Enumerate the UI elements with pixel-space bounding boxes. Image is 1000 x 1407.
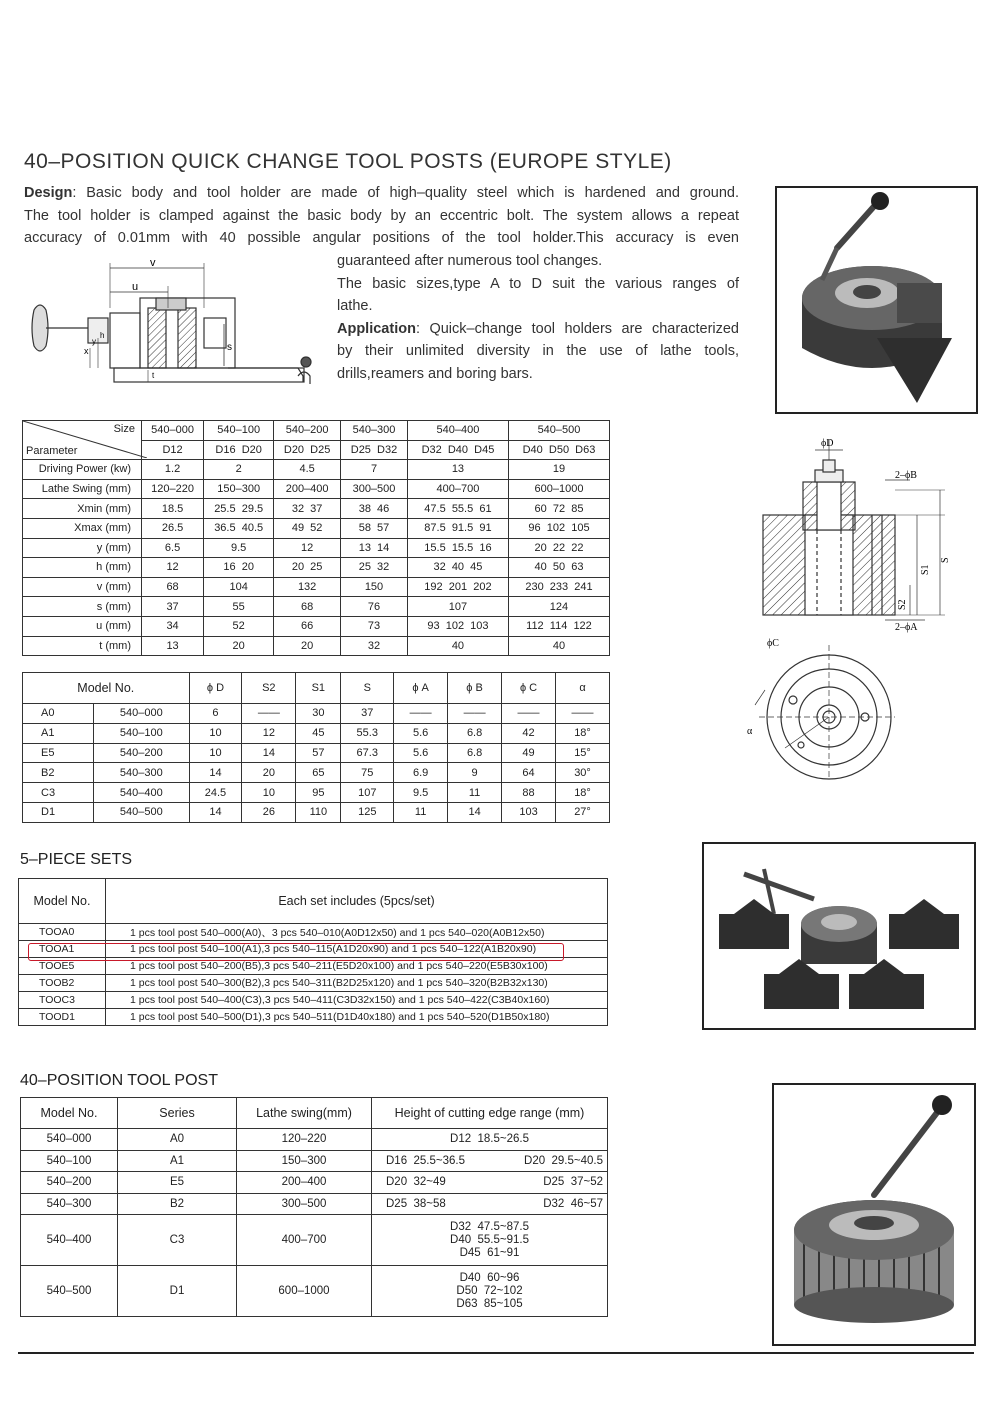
application-text-2: by their unlimited diversity in the use of lathe tools, xyxy=(337,343,739,359)
design-text-4: guaranteed after numerous tool changes. xyxy=(337,253,603,269)
param-value: 40 xyxy=(508,636,609,656)
model-value: 107 xyxy=(341,783,394,803)
model-header: ϕ C xyxy=(502,673,556,704)
tool-post-photo-2-image xyxy=(774,1085,974,1344)
five-piece-photo-image xyxy=(704,844,974,1028)
tool-post-row xyxy=(21,1150,608,1172)
tool-post-row xyxy=(21,1215,608,1266)
design-text-2: The tool holder is clamped against the basic body by an eccentric bolt. The system allows a repeat xyxy=(24,207,739,224)
label-phiB: 2–ϕB xyxy=(895,470,917,481)
param-name: s (mm) xyxy=(23,597,142,617)
param-value: 40 50 63 xyxy=(508,558,609,578)
size-header: 540–200 xyxy=(274,421,341,441)
model-value: 75 xyxy=(341,763,394,783)
tool-post-series: A1 xyxy=(118,1150,237,1172)
param-value: 107 xyxy=(407,597,508,617)
five-piece-row xyxy=(19,924,608,941)
five-piece-body xyxy=(19,924,608,1026)
param-value: 58 57 xyxy=(341,518,408,538)
model-value: 10 xyxy=(242,783,296,803)
tool-post-body xyxy=(21,1129,608,1317)
param-name: Lathe Swing (mm) xyxy=(23,479,142,499)
param-value: 13 xyxy=(407,460,508,480)
param-value: 7 xyxy=(341,460,408,480)
model-value: 65 xyxy=(296,763,341,783)
param-value: 124 xyxy=(508,597,609,617)
five-piece-header-row xyxy=(19,879,608,924)
param-value: 66 xyxy=(274,616,341,636)
model-value: 10 xyxy=(189,723,242,743)
param-value: 34 xyxy=(142,616,204,636)
model-value: 11 xyxy=(448,783,502,803)
param-value: 68 xyxy=(142,577,204,597)
design-text-5: The basic sizes,type A to D suit the various ranges of xyxy=(337,275,739,292)
five-piece-col1: Model No. xyxy=(19,879,106,924)
set-model: TOOD1 xyxy=(19,1009,106,1026)
subsize-header: D12 xyxy=(142,440,204,460)
design-text-3: accuracy of 0.01mm with 40 possible angular positions of the tool holder.This accuracy is even xyxy=(24,230,739,246)
tool-post-swing: 200–400 xyxy=(237,1172,372,1194)
model-value: 6.8 xyxy=(448,723,502,743)
set-model: TOOE5 xyxy=(19,958,106,975)
cross-section-diagram xyxy=(745,430,975,780)
model-number: 540–000 xyxy=(94,704,190,724)
set-model: TOOA0 xyxy=(19,924,106,941)
model-value: 14 xyxy=(189,763,242,783)
label-t: t xyxy=(152,371,155,380)
tool-post-ranges xyxy=(372,1215,608,1266)
label-s: S xyxy=(940,557,951,563)
param-value: 32 xyxy=(341,636,408,656)
model-value: 12 xyxy=(242,723,296,743)
model-header: ϕ A xyxy=(394,673,448,704)
tool-post-table xyxy=(20,1097,608,1317)
param-value: 150 xyxy=(341,577,408,597)
design-paragraph-cont xyxy=(337,250,739,385)
model-row xyxy=(23,802,610,822)
model-value: 15° xyxy=(556,743,610,763)
subsize-header: D25 D32 xyxy=(341,440,408,460)
param-value: 37 xyxy=(142,597,204,617)
design-text-6: lathe. xyxy=(337,298,373,314)
subsize-header: D16 D20 xyxy=(204,440,274,460)
model-code: E5 xyxy=(23,743,94,763)
model-header: S xyxy=(341,673,394,704)
design-text-1: Basic body and tool holder are made of high–quality steel which is hardened and ground. xyxy=(76,185,739,201)
label-phiC: ϕC xyxy=(767,638,779,649)
model-value: 5.6 xyxy=(394,723,448,743)
model-value: —— xyxy=(242,704,296,724)
set-model: TOOB2 xyxy=(19,975,106,992)
param-value: 49 52 xyxy=(274,518,341,538)
label-s: s xyxy=(227,342,232,353)
param-value: 32 37 xyxy=(274,499,341,519)
model-value: 9 xyxy=(448,763,502,783)
label-y: y xyxy=(92,337,96,346)
param-value: 132 xyxy=(274,577,341,597)
model-value: 24.5 xyxy=(189,783,242,803)
model-code: B2 xyxy=(23,763,94,783)
param-value: 150–300 xyxy=(204,479,274,499)
range-value: D63 85~105 xyxy=(456,1297,523,1310)
param-value: 230 233 241 xyxy=(508,577,609,597)
model-number: 540–300 xyxy=(94,763,190,783)
range-value: D16 25.5~36.5 xyxy=(386,1154,465,1167)
param-name: v (mm) xyxy=(23,577,142,597)
tool-post-ranges xyxy=(372,1129,608,1151)
tool-post-model: 540–400 xyxy=(21,1215,118,1266)
label-u: u xyxy=(132,281,139,293)
params-row xyxy=(23,479,610,499)
label-s1: S1 xyxy=(920,564,931,575)
set-model: TOOA1 xyxy=(19,941,106,958)
param-value: 32 40 45 xyxy=(407,558,508,578)
tool-post-side-drawing xyxy=(28,258,328,398)
model-row xyxy=(23,704,610,724)
design-paragraph xyxy=(24,182,739,250)
model-header: S2 xyxy=(242,673,296,704)
param-value: 60 72 85 xyxy=(508,499,609,519)
parameter-label: Parameter xyxy=(26,445,78,458)
model-code: A1 xyxy=(23,723,94,743)
model-header: ϕ B xyxy=(448,673,502,704)
size-header: 540–500 xyxy=(508,421,609,441)
model-value: 110 xyxy=(296,802,341,822)
params-corner-cell xyxy=(23,421,142,460)
param-value: 25 32 xyxy=(341,558,408,578)
model-value: 125 xyxy=(341,802,394,822)
model-value: 11 xyxy=(394,802,448,822)
model-row xyxy=(23,763,610,783)
model-header: α xyxy=(556,673,610,704)
param-value: 200–400 xyxy=(274,479,341,499)
param-name: u (mm) xyxy=(23,616,142,636)
param-value: 76 xyxy=(341,597,408,617)
model-value: 37 xyxy=(341,704,394,724)
label-v: v xyxy=(150,258,156,269)
model-value: 6.8 xyxy=(448,743,502,763)
model-value: 57 xyxy=(296,743,341,763)
range-value: D32 46~57 xyxy=(543,1197,603,1210)
tool-post-model: 540–100 xyxy=(21,1150,118,1172)
model-value: 20 xyxy=(242,763,296,783)
set-model: TOOC3 xyxy=(19,992,106,1009)
range-value: D20 29.5~40.5 xyxy=(524,1154,603,1167)
model-number: 540–200 xyxy=(94,743,190,763)
param-value: 40 xyxy=(407,636,508,656)
set-contents: 1 pcs tool post 540–400(C3),3 pcs 540–411(C3D32x150) and 1 pcs 540–422(C3B40x160) xyxy=(106,992,608,1009)
param-value: 13 14 xyxy=(341,538,408,558)
model-code: C3 xyxy=(23,783,94,803)
tool-post-ranges xyxy=(372,1150,608,1172)
tool-post-model: 540–500 xyxy=(21,1266,118,1317)
tool-post-row xyxy=(21,1129,608,1151)
model-value: 18° xyxy=(556,723,610,743)
tool-post-ranges xyxy=(372,1266,608,1317)
model-value: 14 xyxy=(242,743,296,763)
tool-post-ranges xyxy=(372,1193,608,1215)
model-header-row xyxy=(23,673,610,704)
tool-post-series: C3 xyxy=(118,1215,237,1266)
param-value: 20 xyxy=(274,636,341,656)
model-value: 6 xyxy=(189,704,242,724)
tool-post-model: 540–200 xyxy=(21,1172,118,1194)
param-value: 192 201 202 xyxy=(407,577,508,597)
param-value: 19 xyxy=(508,460,609,480)
params-row xyxy=(23,597,610,617)
param-value: 120–220 xyxy=(142,479,204,499)
range-value: D45 61~91 xyxy=(459,1246,520,1259)
tool-post-photo-image xyxy=(777,188,976,412)
param-value: 6.5 xyxy=(142,538,204,558)
model-value: 9.5 xyxy=(394,783,448,803)
five-piece-row xyxy=(19,975,608,992)
params-row xyxy=(23,499,610,519)
application-sep: : xyxy=(415,320,420,337)
tool-post-swing: 120–220 xyxy=(237,1129,372,1151)
param-value: 26.5 xyxy=(142,518,204,538)
five-piece-row xyxy=(19,992,608,1009)
param-value: 300–500 xyxy=(341,479,408,499)
model-value: 55.3 xyxy=(341,723,394,743)
model-value: 30 xyxy=(296,704,341,724)
param-value: 400–700 xyxy=(407,479,508,499)
param-value: 52 xyxy=(204,616,274,636)
label-phiD: ϕD xyxy=(821,438,834,449)
model-value: 14 xyxy=(448,802,502,822)
param-value: 1.2 xyxy=(142,460,204,480)
tool-post-swing: 600–1000 xyxy=(237,1266,372,1317)
set-contents: 1 pcs tool post 540–500(D1),3 pcs 540–511(D1D40x180) and 1 pcs 540–520(D1B50x180) xyxy=(106,1009,608,1026)
model-body xyxy=(23,704,610,823)
param-value: 600–1000 xyxy=(508,479,609,499)
five-piece-heading: 5–PIECE SETS xyxy=(20,851,133,868)
model-value: —— xyxy=(448,704,502,724)
tool-post-swing: 400–700 xyxy=(237,1215,372,1266)
highlight-box xyxy=(28,943,564,961)
model-row xyxy=(23,743,610,763)
model-value: 42 xyxy=(502,723,556,743)
param-name: h (mm) xyxy=(23,558,142,578)
param-value: 112 114 122 xyxy=(508,616,609,636)
tool-post-header-row xyxy=(21,1098,608,1129)
param-value: 20 xyxy=(204,636,274,656)
range-value: D25 37~52 xyxy=(543,1176,603,1189)
tool-post-series: D1 xyxy=(118,1266,237,1317)
model-header: S1 xyxy=(296,673,341,704)
application-label: Application xyxy=(337,320,416,337)
tool-post-header: Model No. xyxy=(21,1098,118,1129)
param-value: 73 xyxy=(341,616,408,636)
size-header: 540–100 xyxy=(204,421,274,441)
param-value: 36.5 40.5 xyxy=(204,518,274,538)
page-title: 40–POSITION QUICK CHANGE TOOL POSTS (EUROPE STYLE) xyxy=(24,150,672,173)
tool-post-swing: 150–300 xyxy=(237,1150,372,1172)
size-header: 540–000 xyxy=(142,421,204,441)
tool-post-row xyxy=(21,1172,608,1194)
params-row xyxy=(23,518,610,538)
param-value: 2 xyxy=(204,460,274,480)
model-value: —— xyxy=(556,704,610,724)
param-value: 4.5 xyxy=(274,460,341,480)
param-value: 104 xyxy=(204,577,274,597)
tool-post-heading: 40–POSITION TOOL POST xyxy=(20,1072,218,1089)
subsize-header: D20 D25 xyxy=(274,440,341,460)
model-value: 67.3 xyxy=(341,743,394,763)
design-label: Design xyxy=(24,185,73,201)
range-value: D40 60~96 xyxy=(459,1271,520,1284)
param-name: y (mm) xyxy=(23,538,142,558)
param-name: Xmax (mm) xyxy=(23,518,142,538)
model-value: 88 xyxy=(502,783,556,803)
model-code: A0 xyxy=(23,704,94,724)
model-value: 18° xyxy=(556,783,610,803)
five-piece-row xyxy=(19,1009,608,1026)
param-name: Driving Power (kw) xyxy=(23,460,142,480)
model-value: —— xyxy=(394,704,448,724)
model-number: 540–100 xyxy=(94,723,190,743)
set-contents: 1 pcs tool post 540–000(A0)、3 pcs 540–010(A0D12x50) and 1 pcs 540–020(A0B12x50) xyxy=(106,924,608,941)
param-value: 13 xyxy=(142,636,204,656)
five-piece-photo xyxy=(702,842,976,1030)
set-contents: 1 pcs tool post 540–200(B5),3 pcs 540–211(E5D20x100) and 1 pcs 540–220(E5B30x100) xyxy=(106,958,608,975)
tool-post-row xyxy=(21,1193,608,1215)
model-code: D1 xyxy=(23,802,94,822)
tool-post-swing: 300–500 xyxy=(237,1193,372,1215)
range-value: D20 32~49 xyxy=(386,1176,446,1189)
model-number: 540–500 xyxy=(94,802,190,822)
param-value: 87.5 91.5 91 xyxy=(407,518,508,538)
params-body xyxy=(23,460,610,656)
range-value: D40 55.5~91.5 xyxy=(450,1233,529,1246)
tool-post-model: 540–300 xyxy=(21,1193,118,1215)
design-sep: : xyxy=(72,185,77,201)
param-value: 16 20 xyxy=(204,558,274,578)
tool-post-photo-2 xyxy=(772,1083,976,1346)
params-row xyxy=(23,636,610,656)
five-piece-col2: Each set includes (5pcs/set) xyxy=(106,879,608,924)
model-header: Model No. xyxy=(23,673,190,704)
subsize-header: D40 D50 D63 xyxy=(508,440,609,460)
tool-post-header: Series xyxy=(118,1098,237,1129)
param-value: 15.5 15.5 16 xyxy=(407,538,508,558)
model-table xyxy=(22,672,610,823)
size-label: Size xyxy=(113,423,135,435)
param-value: 38 46 xyxy=(341,499,408,519)
param-value: 12 xyxy=(274,538,341,558)
label-s2: S2 xyxy=(897,599,908,610)
model-header: ϕ D xyxy=(189,673,242,704)
model-value: —— xyxy=(502,704,556,724)
model-value: 64 xyxy=(502,763,556,783)
bottom-rule xyxy=(18,1352,974,1354)
params-table xyxy=(22,420,610,656)
params-row xyxy=(23,577,610,597)
param-value: 68 xyxy=(274,597,341,617)
param-value: 20 22 22 xyxy=(508,538,609,558)
model-number: 540–400 xyxy=(94,783,190,803)
tool-post-series: E5 xyxy=(118,1172,237,1194)
model-value: 103 xyxy=(502,802,556,822)
params-row xyxy=(23,558,610,578)
params-row xyxy=(23,460,610,480)
range-value: D25 38~58 xyxy=(386,1197,446,1210)
subsize-header: D32 D40 D45 xyxy=(407,440,508,460)
model-value: 5.6 xyxy=(394,743,448,763)
param-name: t (mm) xyxy=(23,636,142,656)
application-text-1: Quick–change tool holders are characterized xyxy=(419,320,739,337)
label-alpha: α xyxy=(747,726,753,737)
tool-post-model: 540–000 xyxy=(21,1129,118,1151)
label-h: h xyxy=(100,331,105,340)
application-text-3: drills,reamers and boring bars. xyxy=(337,365,533,382)
param-value: 18.5 xyxy=(142,499,204,519)
param-name: Xmin (mm) xyxy=(23,499,142,519)
param-value: 12 xyxy=(142,558,204,578)
tool-post-ranges xyxy=(372,1172,608,1194)
range-value: D32 47.5~87.5 xyxy=(450,1220,529,1233)
tool-post-header: Lathe swing(mm) xyxy=(237,1098,372,1129)
range-value: D12 18.5~26.5 xyxy=(450,1132,529,1145)
param-value: 55 xyxy=(204,597,274,617)
model-value: 49 xyxy=(502,743,556,763)
param-value: 47.5 55.5 61 xyxy=(407,499,508,519)
size-header: 540–400 xyxy=(407,421,508,441)
param-value: 93 102 103 xyxy=(407,616,508,636)
set-contents: 1 pcs tool post 540–100(A1),3 pcs 540–115(A1D20x90) and 1 pcs 540–122(A1B20x90) xyxy=(106,941,608,958)
model-value: 27° xyxy=(556,802,610,822)
tool-post-header: Height of cutting edge range (mm) xyxy=(372,1098,608,1129)
size-header: 540–300 xyxy=(341,421,408,441)
model-value: 10 xyxy=(189,743,242,763)
model-row xyxy=(23,723,610,743)
model-value: 14 xyxy=(189,802,242,822)
params-header-row xyxy=(23,421,610,441)
params-row xyxy=(23,616,610,636)
model-value: 26 xyxy=(242,802,296,822)
model-value: 45 xyxy=(296,723,341,743)
label-x: x xyxy=(84,346,89,356)
param-value: 96 102 105 xyxy=(508,518,609,538)
param-value: 20 25 xyxy=(274,558,341,578)
tool-post-series: B2 xyxy=(118,1193,237,1215)
model-value: 30° xyxy=(556,763,610,783)
param-value: 25.5 29.5 xyxy=(204,499,274,519)
tool-post-series: A0 xyxy=(118,1129,237,1151)
param-value: 9.5 xyxy=(204,538,274,558)
set-contents: 1 pcs tool post 540–300(B2),3 pcs 540–311(B2D25x120) and 1 pcs 540–320(B2B32x130) xyxy=(106,975,608,992)
model-value: 95 xyxy=(296,783,341,803)
params-row xyxy=(23,538,610,558)
tool-post-row xyxy=(21,1266,608,1317)
label-phiA: 2–ϕA xyxy=(895,622,918,633)
model-row xyxy=(23,783,610,803)
model-value: 6.9 xyxy=(394,763,448,783)
tool-post-photo xyxy=(775,186,978,414)
range-value: D50 72~102 xyxy=(456,1284,523,1297)
